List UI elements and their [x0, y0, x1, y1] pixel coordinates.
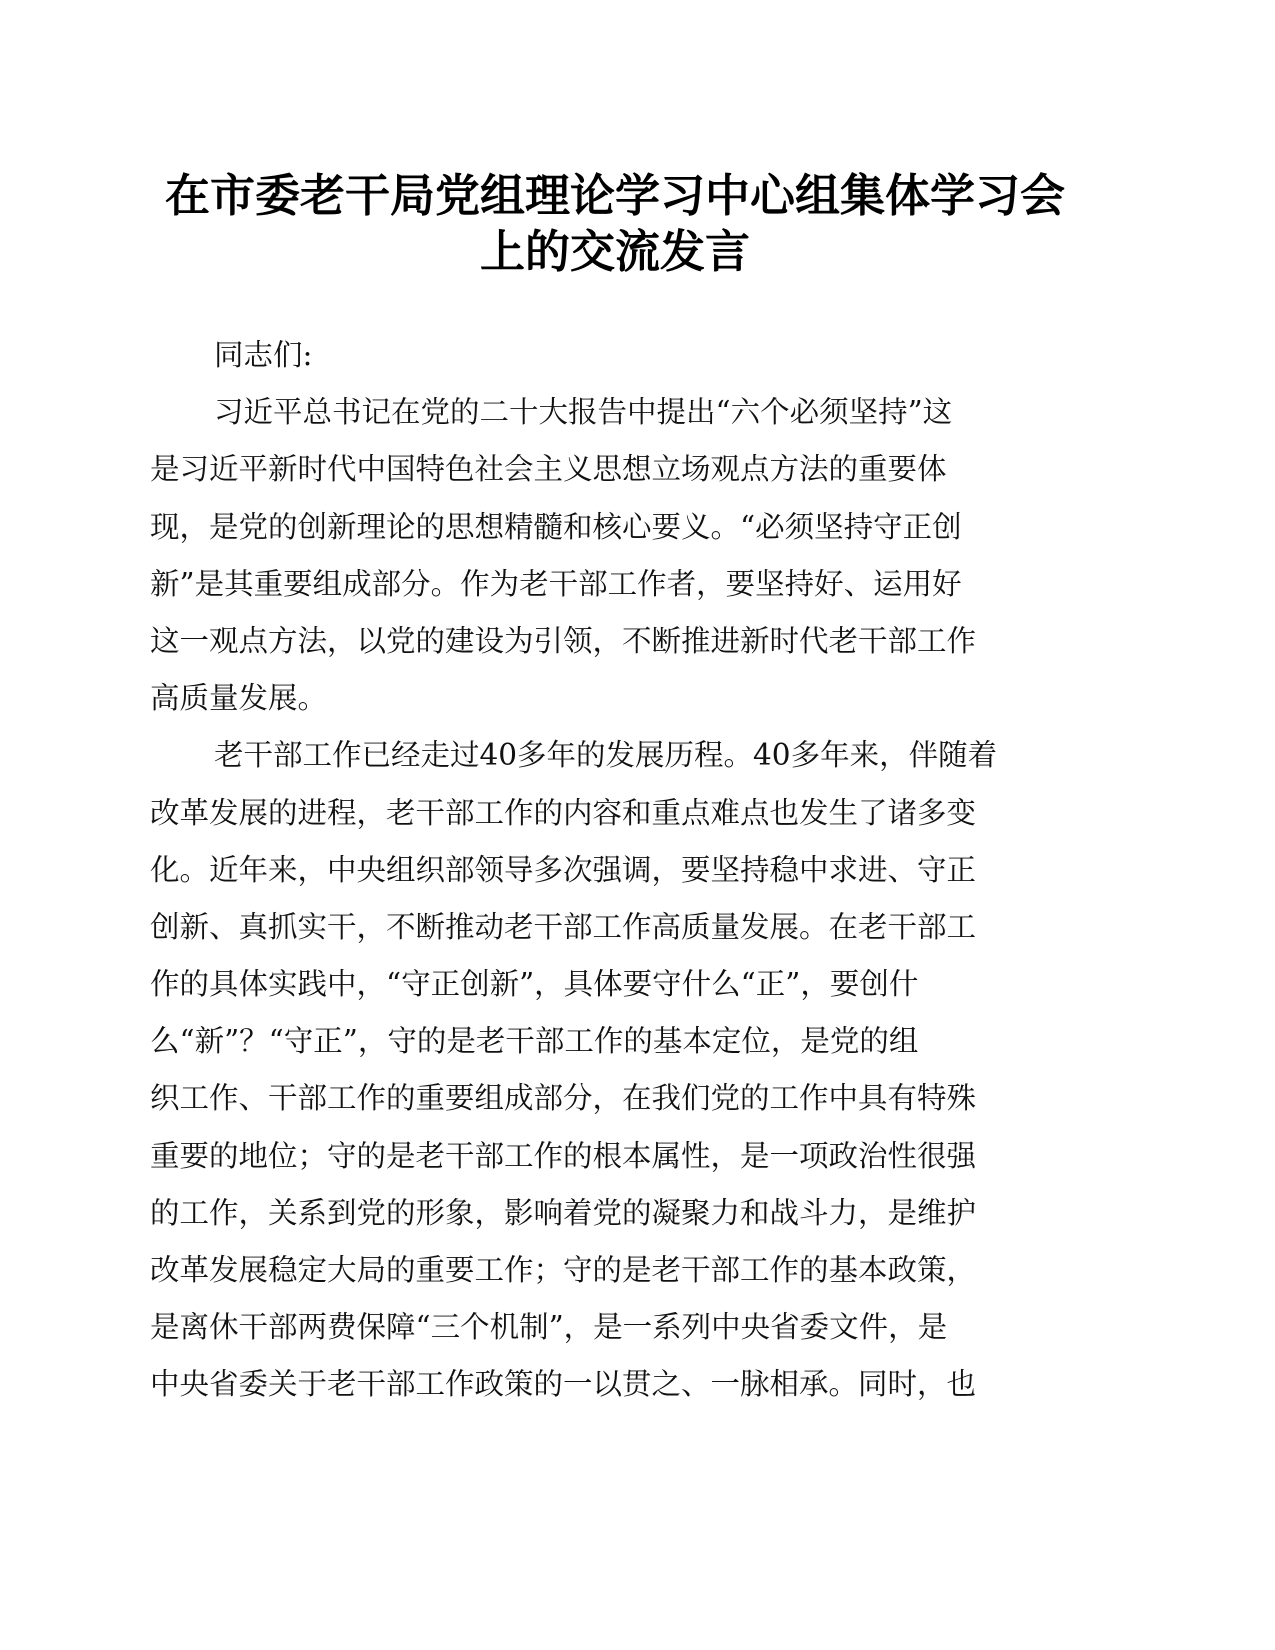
paragraph-line: 是习近平新时代中国特色社会主义思想立场观点方法的重要体: [150, 452, 947, 487]
paragraph-line: 新”是其重要组成部分。作为老干部工作者，要坚持好、运用好: [150, 566, 962, 601]
title-line-2: 上的交流发言: [479, 225, 750, 278]
paragraph-1: [150, 384, 1080, 727]
paragraph-line: 改革发展稳定大局的重要工作；守的是老干部工作的基本政策，: [150, 1253, 977, 1287]
paragraph-line: 化。近年来，中央组织部领导多次强调，要坚持稳中求进、守正: [150, 852, 977, 887]
paragraph-2: [150, 727, 1080, 1413]
paragraph-line: 是离休干部两费保障“三个机制”，是一系列中央省委文件，是: [150, 1310, 948, 1345]
paragraph-line: 习近平总书记在党的二十大报告中提出“六个必须坚持”这: [214, 395, 953, 430]
paragraph-line: 重要的地位；守的是老干部工作的根本属性，是一项政治性很强: [150, 1138, 977, 1173]
paragraph-line: 创新、真抓实干，不断推动老干部工作高质量发展。在老干部工: [150, 909, 977, 944]
title-line-1: 在市委老干局党组理论学习中心组集体学习会: [164, 169, 1065, 222]
document-title: [150, 168, 1080, 280]
paragraph-line: 作的具体实践中，“守正创新”，具体要守什么“正”，要创什: [150, 967, 919, 1002]
paragraph-line: 这一观点方法，以党的建设为引领，不断推进新时代老干部工作: [150, 623, 977, 658]
salutation: 同志们:: [214, 338, 313, 372]
paragraph-line: 现，是党的创新理论的思想精髓和核心要义。“必须坚持守正创: [150, 509, 962, 544]
document-page: [150, 168, 1080, 1414]
paragraph-line: 织工作、干部工作的重要组成部分，在我们党的工作中具有特殊: [150, 1081, 977, 1116]
document-body: [150, 327, 1080, 1414]
paragraph-line: 改革发展的进程，老干部工作的内容和重点难点也发生了诸多变: [150, 795, 977, 830]
paragraph-line: 老干部工作已经走过40多年的发展历程。40多年来，伴随着: [214, 738, 998, 773]
paragraph-line: 高质量发展。: [150, 681, 328, 716]
paragraph-line: 中央省委关于老干部工作政策的一以贯之、一脉相承。同时，也: [150, 1367, 977, 1402]
paragraph-line: 么“新”？“守正”，守的是老干部工作的基本定位，是党的组: [150, 1024, 919, 1059]
paragraph-line: 的工作，关系到党的形象，影响着党的凝聚力和战斗力，是维护: [150, 1195, 977, 1230]
